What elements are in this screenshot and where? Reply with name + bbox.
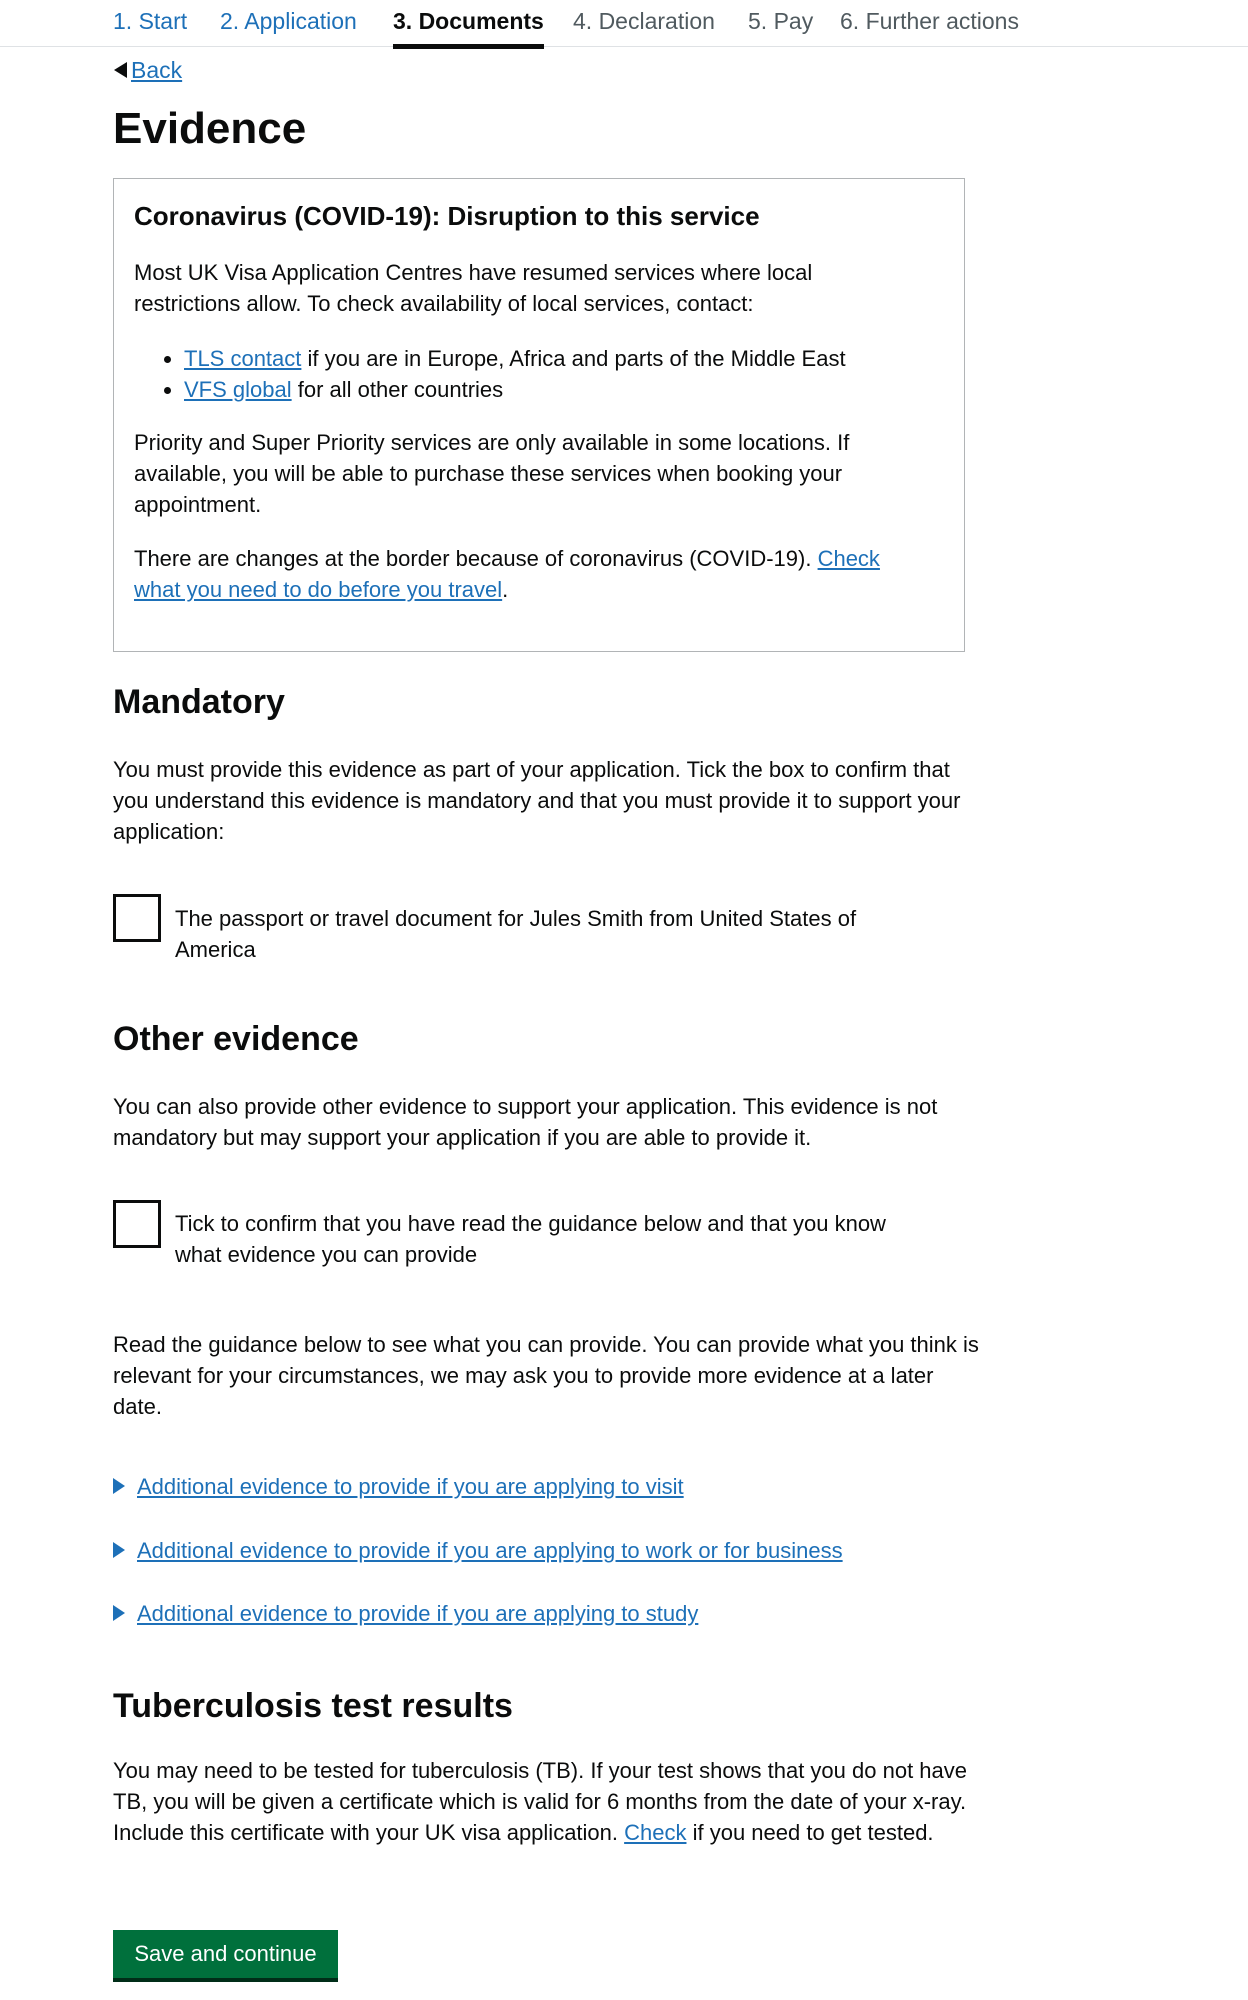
notice-title: Coronavirus (COVID-19): Disruption to this service (134, 201, 760, 231)
back-arrow-icon (114, 62, 127, 78)
border-changes-end: . (502, 577, 509, 602)
details-visit[interactable] (113, 1471, 684, 1502)
save-and-continue-button[interactable]: Save and continue (113, 1930, 338, 1978)
details-work-business-link[interactable]: Additional evidence to provide if you are applying to work or for business (137, 1538, 843, 1563)
check-before-travel-link[interactable]: Check what you need to do before you travel (134, 546, 880, 602)
border-changes-text: There are changes at the border because of coronavirus (COVID-19). (134, 546, 818, 571)
step-further-actions: 6. Further actions (840, 8, 1019, 34)
notice-intro: Most UK Visa Application Centres have resumed services where local restrictions allow. To check availability of local services, contact: (134, 260, 813, 316)
mandatory-heading: Mandatory (113, 683, 285, 721)
tuberculosis-text: You may need to be tested for tuberculosis (TB). If your test shows that you do not have TB, you will be given a certificate which is valid for 6 months from the date of your x-ray. Include this certificate with your UK visa application. (113, 1758, 967, 1845)
border-changes-paragraph (134, 543, 914, 605)
step-declaration: 4. Declaration (573, 8, 715, 34)
details-work-business[interactable] (113, 1535, 843, 1566)
step-documents-current: 3. Documents (393, 8, 544, 49)
contact-list-item (134, 343, 846, 374)
tuberculosis-paragraph (113, 1755, 983, 1848)
tuberculosis-text-end: if you need to get tested. (686, 1820, 934, 1845)
passport-checkbox-label[interactable]: The passport or travel document for Jules Smith from United States of America (175, 906, 857, 962)
details-study[interactable] (113, 1598, 698, 1629)
guidance-confirm-checkbox[interactable] (113, 1200, 161, 1248)
step-application-link[interactable]: 2. Application (220, 8, 357, 34)
vfs-global-text: for all other countries (291, 377, 504, 402)
contact-list (134, 343, 846, 405)
expand-triangle-icon (113, 1605, 125, 1621)
tls-contact-text: if you are in Europe, Africa and parts of the Middle East (301, 346, 846, 371)
mandatory-description: You must provide this evidence as part of your application. Tick the box to confirm that you understand this evidence is mandatory and that you must provide it to support your application: (113, 757, 961, 844)
step-start-link[interactable]: 1. Start (113, 8, 188, 34)
other-evidence-heading: Other evidence (113, 1020, 359, 1058)
page-title: Evidence (113, 104, 307, 153)
back-link-container (114, 57, 182, 84)
guidance-confirm-checkbox-label[interactable]: Tick to confirm that you have read the guidance below and that you know what evidence you can provide (175, 1211, 886, 1267)
expand-triangle-icon (113, 1478, 125, 1494)
step-navigation (0, 0, 1248, 47)
vfs-global-link[interactable]: VFS global (184, 377, 292, 402)
other-evidence-description: You can also provide other evidence to support your application. This evidence is not mandatory but may support your application if you are able to provide it. (113, 1094, 938, 1150)
back-link[interactable]: Back (131, 57, 183, 83)
priority-services-text: Priority and Super Priority services are only available in some locations. If available, you will be able to purchase these services when booking your appointment. (134, 430, 850, 517)
tuberculosis-heading: Tuberculosis test results (113, 1687, 513, 1725)
contact-list-item (134, 374, 846, 405)
tls-contact-link[interactable]: TLS contact (184, 346, 302, 371)
tb-check-link[interactable]: Check (624, 1820, 687, 1845)
details-visit-link[interactable]: Additional evidence to provide if you are applying to visit (137, 1474, 684, 1499)
step-pay: 5. Pay (748, 8, 814, 34)
guidance-text: Read the guidance below to see what you can provide. You can provide what you think is relevant for your circumstances, we may ask you to provide more evidence at a later date. (113, 1332, 979, 1419)
details-study-link[interactable]: Additional evidence to provide if you are applying to study (137, 1601, 699, 1626)
passport-checkbox[interactable] (113, 894, 161, 942)
covid-notice-panel (113, 178, 965, 652)
expand-triangle-icon (113, 1542, 125, 1558)
